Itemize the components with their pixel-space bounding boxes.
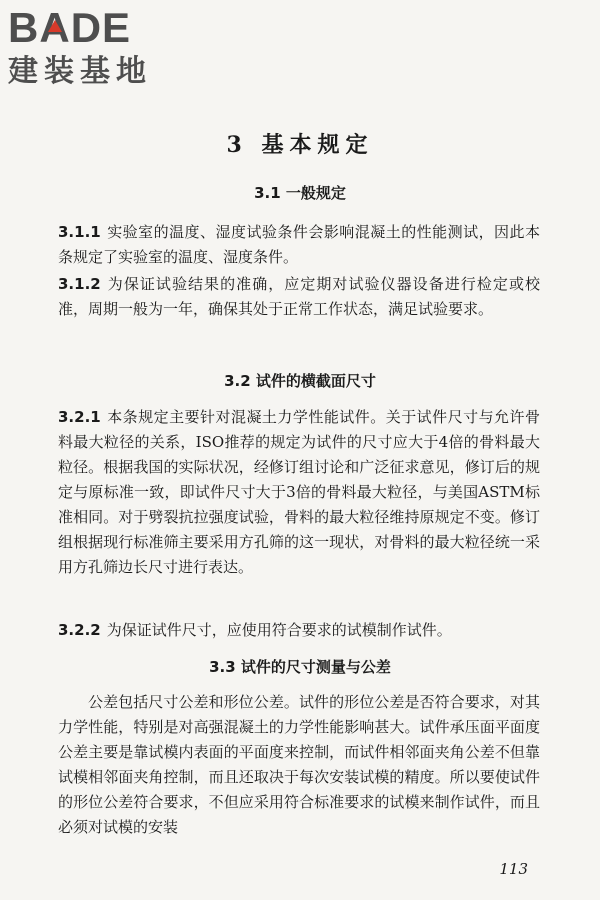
clause-text: 实验室的温度、湿度试验条件会影响混凝土的性能测试，因此本条规定了实验室的温度、湿度条件。 xyxy=(58,223,540,266)
section-title-3-3: 3.3 试件的尺寸测量与公差 xyxy=(209,658,391,676)
clause-number: 3.2.2 xyxy=(58,621,101,639)
clause-text: 为保证试验结果的准确，应定期对试验仪器设备进行检定或校准，周期一般为一年，确保其处于正常工作状态，满足试验要求。 xyxy=(58,275,540,318)
logo xyxy=(8,6,178,90)
logo-wordmark: BA DE xyxy=(8,4,132,51)
clause-text: 为保证试件尺寸，应使用符合要求的试模制作试件。 xyxy=(106,621,452,639)
clause-number: 3.2.1 xyxy=(58,408,101,426)
chapter-title: 3 基本规定 xyxy=(226,132,374,158)
clause-number: 3.1.1 xyxy=(58,223,101,241)
clause-3-2-1 xyxy=(58,405,540,580)
clause-number: 3.1.2 xyxy=(58,275,101,293)
section-3-3-body: 公差包括尺寸公差和形位公差。试件的形位公差是否符合要求，对其力学性能，特别是对高强混凝土的力学性能影响甚大。试件承压面平面度公差主要是靠试模内表面的平面度来控制，而试件相邻面夹角公差不但靠试模相邻面夹角控制，而且还取决于每次安装试模的精度。所以要使试件的形位公差符合要求，不但应采用符合标准要求的试模来制作试件，而且必须对试模的安装 xyxy=(58,693,540,836)
clause-3-2-2 xyxy=(58,618,540,643)
page-number: 113 xyxy=(499,860,528,878)
logo-subtitle: 建装基地 xyxy=(8,54,152,89)
clause-text: 本条规定主要针对混凝土力学性能试件。关于试件尺寸与允许骨料最大粒径的关系，ISO推荐的规定为试件的尺寸应大于4倍的骨料最大粒径。根据我国的实际状况，经修订组讨论和广泛征求意见，修订后的规定与原标准一致，即试件尺寸大于3倍的骨料最大粒径，与美国ASTM标准相同。对于劈裂抗拉强度试验，骨料的最大粒径维持原规定不变。修订组根据现行标准筛主要采用方孔筛的这一现状，对骨料的最大粒径统一采用方孔筛边长尺寸进行表达。 xyxy=(58,408,540,576)
section-title-3-1: 3.1 一般规定 xyxy=(254,184,346,202)
section-title-3-2: 3.2 试件的横截面尺寸 xyxy=(224,372,376,390)
clause-3-1-2 xyxy=(58,272,540,322)
clause-3-1-1 xyxy=(58,220,540,270)
logo-triangle-icon xyxy=(48,20,62,32)
